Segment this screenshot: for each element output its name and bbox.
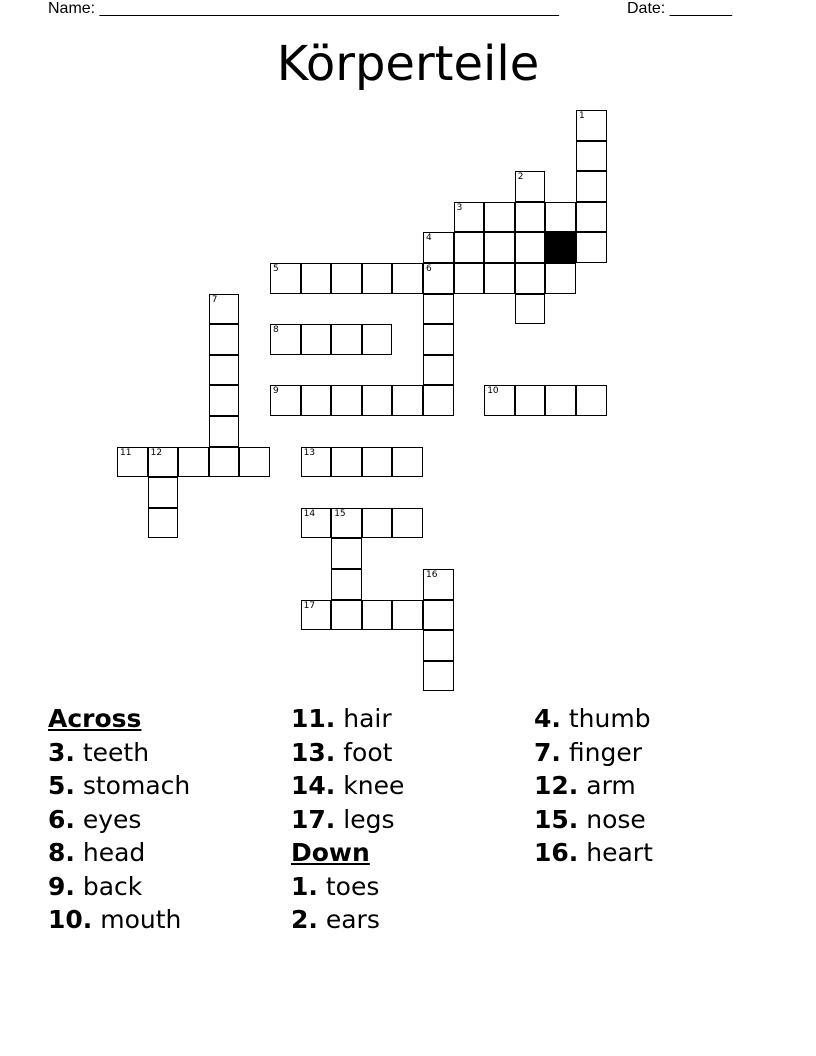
date-blank[interactable]: _______ — [669, 0, 732, 17]
grid-cell-black — [545, 232, 576, 263]
grid-cell[interactable] — [331, 600, 362, 631]
clue-item-text: back — [82, 871, 143, 901]
grid-cell[interactable] — [362, 324, 393, 355]
grid-cell[interactable] — [270, 385, 301, 416]
grid-cell[interactable] — [209, 416, 240, 447]
grid-cell[interactable] — [515, 294, 546, 325]
clue-item-number: 15. — [534, 804, 579, 834]
grid-cell[interactable] — [362, 447, 393, 478]
clue-item-text: thumb — [568, 704, 651, 733]
grid-cell[interactable] — [423, 324, 454, 355]
grid-cell[interactable] — [515, 232, 546, 263]
clue-number: 15 — [334, 508, 346, 519]
grid-cell[interactable] — [515, 385, 546, 416]
clue-item — [48, 903, 190, 937]
across-heading: Across — [48, 704, 142, 733]
clue-item-number: 14. — [291, 771, 336, 800]
clue-item-text: mouth — [100, 905, 182, 934]
grid-cell[interactable] — [484, 263, 515, 294]
grid-cell[interactable] — [392, 447, 423, 478]
grid-cell[interactable] — [331, 508, 362, 539]
clue-number: 13 — [303, 447, 316, 458]
grid-cell[interactable] — [484, 385, 515, 416]
clue-item — [534, 702, 653, 736]
grid-cell[interactable] — [331, 385, 362, 416]
clue-item — [534, 769, 653, 803]
grid-cell[interactable] — [423, 355, 454, 386]
clue-item-number: 11. — [291, 704, 336, 733]
grid-cell[interactable] — [392, 263, 423, 294]
grid-cell[interactable] — [148, 508, 179, 539]
clue-item — [48, 803, 190, 837]
clue-item — [48, 836, 190, 870]
grid-cell[interactable] — [209, 385, 240, 416]
grid-cell[interactable] — [576, 171, 607, 202]
clue-number: 7 — [211, 294, 218, 305]
clue-item-number: 10. — [48, 905, 93, 934]
grid-cell[interactable] — [301, 385, 332, 416]
grid-cell[interactable] — [301, 263, 332, 294]
grid-cell[interactable] — [392, 600, 423, 631]
clue-item-number: 4. — [534, 704, 561, 733]
clue-item-number: 13. — [291, 737, 336, 767]
clue-item-text: arm — [586, 771, 636, 800]
clue-item-number: 2. — [291, 905, 318, 934]
grid-cell[interactable] — [331, 324, 362, 355]
clue-item — [291, 736, 404, 770]
name-label: Name: — [48, 0, 96, 17]
grid-cell[interactable] — [331, 447, 362, 478]
grid-cell[interactable] — [423, 263, 454, 294]
clue-number: 8 — [273, 325, 279, 336]
grid-cell[interactable] — [576, 141, 607, 172]
clue-item-text: toes — [325, 871, 380, 901]
clue-item-text: ears — [325, 905, 380, 934]
grid-cell[interactable] — [515, 171, 546, 202]
date-field — [627, 0, 732, 18]
clue-item — [291, 803, 404, 837]
clue-item-text: knee — [343, 771, 405, 800]
clue-item-text: teeth — [82, 737, 150, 767]
grid-cell[interactable] — [515, 202, 546, 233]
grid-cell[interactable] — [454, 263, 485, 294]
grid-cell[interactable] — [362, 508, 393, 539]
grid-cell[interactable] — [423, 294, 454, 325]
clue-number: 10 — [487, 386, 499, 397]
clue-item — [291, 769, 404, 803]
clue-number: 16 — [426, 570, 438, 580]
grid-cell[interactable] — [423, 232, 454, 263]
grid-cell[interactable] — [148, 477, 179, 508]
clue-column-3 — [534, 702, 653, 870]
clue-item-text: legs — [343, 804, 395, 834]
grid-cell[interactable] — [148, 447, 179, 478]
grid-cell[interactable] — [209, 355, 240, 386]
grid-cell[interactable] — [423, 385, 454, 416]
grid-cell[interactable] — [484, 232, 515, 263]
grid-cell[interactable] — [454, 202, 485, 233]
clue-item-text: heart — [586, 838, 653, 867]
grid-cell[interactable] — [209, 447, 240, 478]
down-heading: Down — [291, 838, 370, 867]
clue-item — [48, 736, 190, 770]
grid-cell[interactable] — [576, 110, 607, 141]
clue-item-number: 6. — [48, 804, 75, 834]
clue-item-number: 8. — [48, 838, 75, 867]
grid-cell[interactable] — [117, 447, 148, 478]
clue-number: 4 — [426, 233, 432, 244]
grid-cell[interactable] — [576, 202, 607, 233]
grid-cell[interactable] — [362, 263, 393, 294]
clue-item-text: stomach — [82, 771, 191, 800]
clue-item-number: 17. — [291, 804, 336, 834]
clue-item-text: nose — [586, 804, 646, 834]
clue-item-number: 12. — [534, 771, 579, 800]
clue-number: 11 — [120, 447, 132, 458]
grid-cell[interactable] — [209, 294, 240, 325]
date-label: Date: — [627, 0, 666, 17]
clue-item-text: hair — [343, 704, 392, 733]
clue-item-number: 3. — [48, 737, 75, 767]
grid-cell[interactable] — [392, 385, 423, 416]
grid-cell[interactable] — [454, 232, 485, 263]
grid-cell[interactable] — [484, 202, 515, 233]
grid-cell[interactable] — [270, 324, 301, 355]
clue-number: 3 — [456, 202, 463, 213]
grid-cell[interactable] — [301, 508, 332, 539]
grid-cell[interactable] — [301, 447, 332, 478]
grid-cell[interactable] — [545, 385, 576, 416]
name-blank[interactable]: ______________________________________________________ — [99, 0, 559, 17]
clue-item — [534, 803, 653, 837]
grid-cell[interactable] — [239, 447, 270, 478]
grid-cell[interactable] — [545, 202, 576, 233]
clue-item — [534, 836, 653, 870]
clue-item — [48, 769, 190, 803]
clue-number: 17 — [303, 600, 316, 611]
grid-cell[interactable] — [392, 508, 423, 539]
clue-number: 12 — [150, 447, 163, 458]
clue-item-number: 7. — [534, 737, 561, 767]
grid-cell[interactable] — [362, 600, 393, 631]
grid-cell[interactable] — [178, 447, 209, 478]
grid-cell[interactable] — [423, 569, 454, 600]
name-field — [48, 0, 559, 18]
grid-cell[interactable] — [331, 538, 362, 569]
clue-item-text: eyes — [82, 804, 142, 834]
clue-column-1 — [48, 702, 190, 937]
clue-number: 5 — [273, 264, 279, 274]
clue-item — [48, 870, 190, 904]
clue-number: 2 — [517, 172, 524, 183]
clue-item-text: head — [82, 838, 146, 867]
clue-number: 14 — [303, 508, 316, 519]
grid-cell[interactable] — [209, 324, 240, 355]
grid-cell[interactable] — [545, 263, 576, 294]
grid-cell[interactable] — [576, 232, 607, 263]
grid-cell[interactable] — [423, 661, 454, 692]
clue-item — [534, 736, 653, 770]
grid-cell[interactable] — [515, 263, 546, 294]
grid-cell[interactable] — [301, 324, 332, 355]
grid-cell[interactable] — [423, 630, 454, 661]
clue-number: 1 — [579, 111, 585, 121]
clue-item — [291, 702, 404, 736]
clue-number: 9 — [273, 386, 279, 397]
clue-item-text: finger — [568, 737, 642, 767]
clue-item-number: 9. — [48, 871, 75, 901]
grid-cell[interactable] — [270, 263, 301, 294]
clue-number: 6 — [426, 264, 432, 274]
clue-column-2 — [291, 702, 404, 937]
grid-cell[interactable] — [362, 385, 393, 416]
grid-cell[interactable] — [331, 263, 362, 294]
clue-item-number: 1. — [291, 871, 318, 901]
grid-cell[interactable] — [576, 385, 607, 416]
grid-cell[interactable] — [331, 569, 362, 600]
grid-cell[interactable] — [301, 600, 332, 631]
clue-item-number: 5. — [48, 771, 75, 800]
page-title: Körperteile — [276, 36, 540, 92]
clue-item — [291, 870, 404, 904]
grid-cell[interactable] — [423, 600, 454, 631]
clue-item — [291, 903, 404, 937]
clue-item-number: 16. — [534, 838, 579, 867]
clue-item-text: foot — [343, 737, 393, 767]
